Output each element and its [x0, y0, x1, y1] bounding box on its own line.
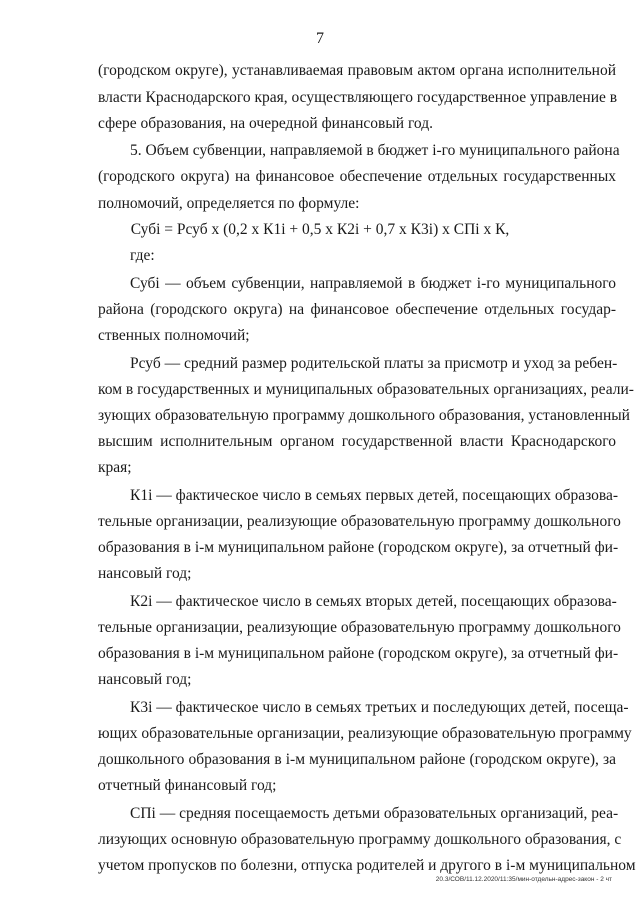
footer-doc-code: 20.3/СОВ/11.12.2020/11:35/мин-отдельн-адрес-закон - 2 чт	[435, 876, 612, 883]
text-line: СПi — средняя посещаемость детьми образовательных организаций, реа-	[130, 805, 619, 822]
text-line: К1i — фактическое число в семьях первых детей, посещающих образова-	[130, 487, 619, 504]
text-line: К2i — фактическое число в семьях вторых детей, посещающих образова-	[130, 593, 617, 610]
text-line: ющих образовательные организации, реализующие образовательную программу	[98, 725, 632, 742]
text-line: отчетный финансовый год;	[98, 777, 277, 794]
text-line: (городского округа) на финансовое обеспечение отдельных государственных	[98, 168, 616, 185]
text-line: нансовый год;	[98, 671, 192, 688]
text-line: тельные организации, реализующие образовательную программу дошкольного	[98, 619, 621, 636]
text-line: лизующих основную образовательную программу дошкольного образования, с	[98, 831, 622, 848]
text-line: где:	[130, 247, 155, 264]
text-line: К3i — фактическое число в семьях третьих и последующих детей, посеща-	[130, 699, 629, 716]
text-line: дошкольного образования в i-м муниципальном районе (городском округе), за	[98, 751, 616, 768]
text-line: ственных полномочий;	[98, 327, 250, 344]
formula: Субi = Рсуб x (0,2 x К1i + 0,5 x К2i + 0,7 x К3i) x СПi x К,	[130, 221, 510, 238]
text-line: 5. Объем субвенции, направляемой в бюджет i-го муниципального района	[130, 142, 620, 159]
text-line: района (городского округа) на финансовое обеспечение отдельных государ-	[98, 301, 616, 318]
text-line: сфере образования, на очередной финансовый год.	[98, 115, 433, 132]
text-line: края;	[98, 459, 132, 476]
text-line: образования в i-м муниципальном районе (городском округе), за отчетный фи-	[98, 539, 619, 556]
text-line: (городском округе), устанавливаемая правовым актом органа исполнительной	[98, 62, 616, 79]
page-number: 7	[316, 30, 324, 47]
text-line: зующих образовательную программу дошкольного образования, установленный	[98, 407, 630, 424]
text-line: учетом пропусков по болезни, отпуска родителей и другого в i-м муниципальном	[98, 857, 636, 874]
text-line: полномочий, определяется по формуле:	[98, 195, 360, 212]
text-line: нансовый год;	[98, 565, 192, 582]
text-line: образования в i-м муниципальном районе (городском округе), за отчетный фи-	[98, 645, 619, 662]
text-line: Рсуб — средний размер родительской платы за присмотр и уход за ребен-	[130, 355, 618, 372]
text-line: тельные организации, реализующие образовательную программу дошкольного	[98, 513, 621, 530]
text-line: высшим исполнительным органом государственной власти Краснодарского	[98, 433, 616, 450]
text-line: Субi — объем субвенции, направляемой в бюджет i-го муниципального	[130, 275, 616, 292]
text-line: власти Краснодарского края, осуществляющего государственное управление в	[98, 89, 618, 106]
text-line: ком в государственных и муниципальных образовательных организациях, реали-	[98, 381, 634, 398]
